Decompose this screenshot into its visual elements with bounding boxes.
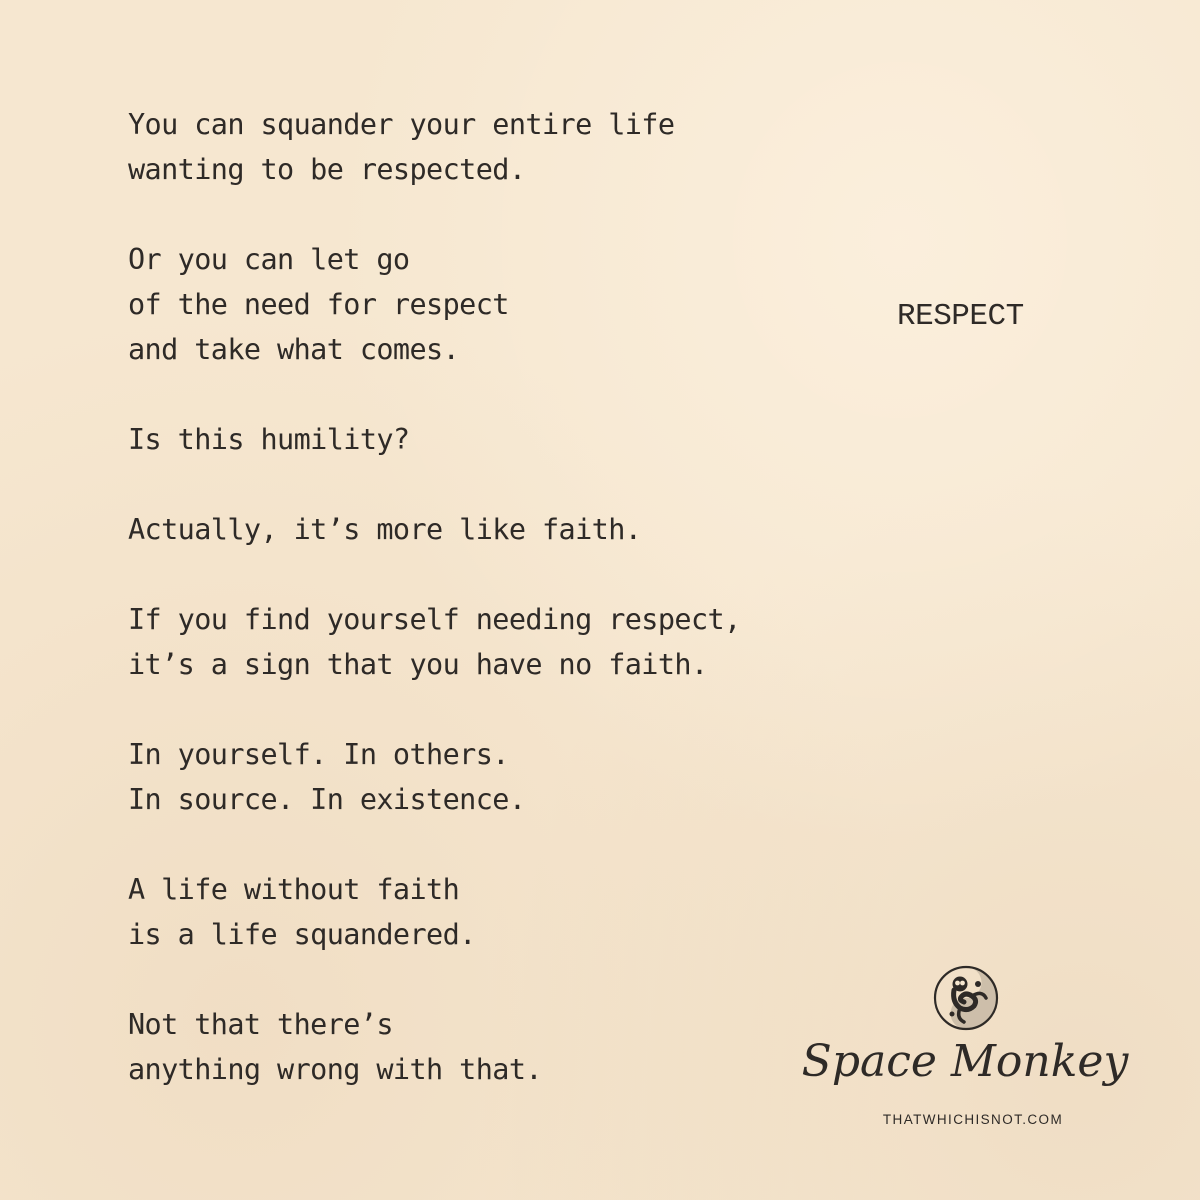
- poem-line: In yourself. In others.: [128, 738, 509, 771]
- poem-line: Not that there’s: [128, 1008, 393, 1041]
- poem-line: In source. In existence.: [128, 783, 526, 816]
- stanza: [128, 732, 848, 822]
- poem-line: Actually, it’s more like faith.: [128, 513, 642, 546]
- poem-line: wanting to be respected.: [128, 153, 526, 186]
- stanza: [128, 102, 848, 192]
- poem-title: RESPECT: [897, 299, 1024, 334]
- stanza: [128, 417, 848, 462]
- poem-line: of the need for respect: [128, 288, 509, 321]
- stanza: [128, 507, 848, 552]
- stanza: [128, 1002, 848, 1092]
- poem-line: You can squander your entire life: [128, 108, 675, 141]
- brand-url: THATWHICHISNOT.COM: [882, 1112, 1064, 1127]
- yin-yang-monkey-icon: [930, 962, 1002, 1034]
- poem-line: is a life squandered.: [128, 918, 476, 951]
- stanza: [128, 237, 848, 372]
- poem-line: Or you can let go: [128, 243, 410, 276]
- poem-line: it’s a sign that you have no faith.: [128, 648, 708, 681]
- brand-name: Space Monkey: [801, 1036, 1129, 1087]
- brand-logo: [800, 962, 1130, 1142]
- poem-line: anything wrong with that.: [128, 1053, 542, 1086]
- poem-line: Is this humility?: [128, 423, 410, 456]
- stanza: [128, 597, 848, 687]
- poem-line: and take what comes.: [128, 333, 460, 366]
- poem-body: [128, 102, 848, 1137]
- poem-line: If you find yourself needing respect,: [128, 603, 741, 636]
- poem-line: A life without faith: [128, 873, 460, 906]
- stanza: [128, 867, 848, 957]
